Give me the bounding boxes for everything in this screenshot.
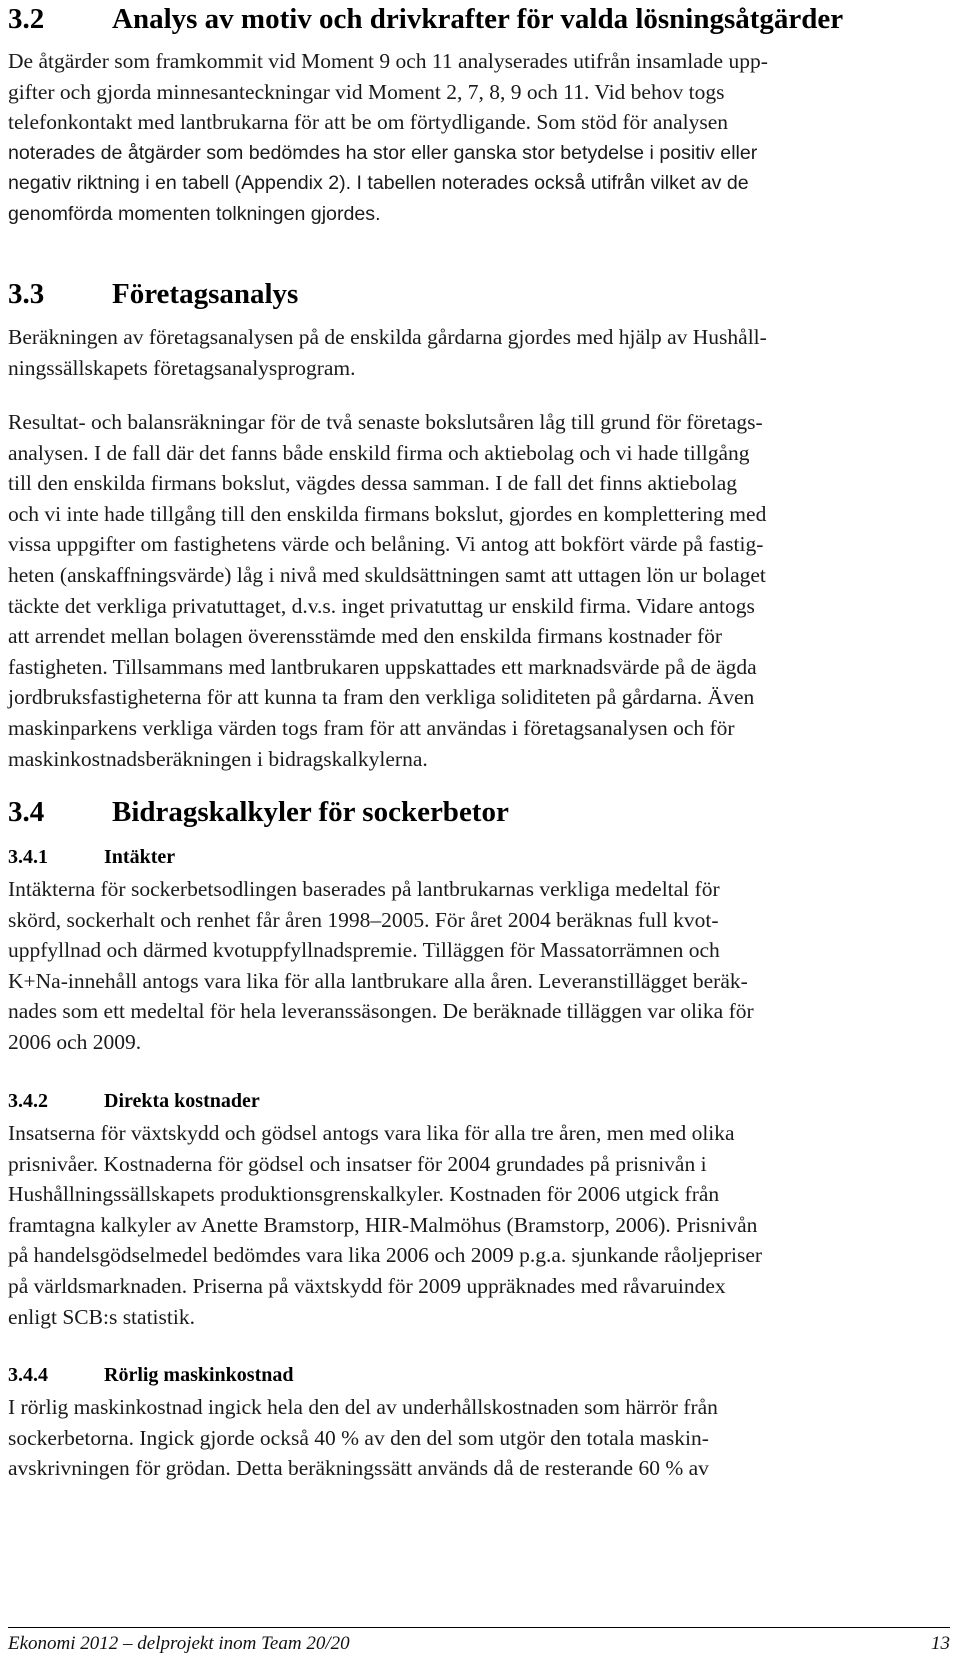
text-line: prisnivåer. Kostnaderna för gödsel och insatser för 2004 grundades på prisnivån i [8,1151,707,1176]
page-number: 13 [931,1633,950,1654]
text-line: till den enskilda firmans bokslut, vägdes dessa samman. I de fall det finns aktiebolag [8,471,738,496]
subsection-title: Intäkter [104,846,176,868]
paragraph-foretagsanalys-1 [8,322,948,383]
text-line: maskinparkens verkliga värden togs fram för att användas i företagsanalysen och för [8,715,735,740]
text-line: K+Na-innehåll antogs vara lika för alla lantbrukare alla åren. Leveranstillägget beräk- [8,968,748,993]
text-line: Hushållningssällskapets produktionsgrenskalkyler. Kostnaden för 2006 utgick från [8,1182,720,1207]
text-line: framtagna kalkyler av Anette Bramstorp, HIR-Malmöhus (Bramstorp, 2006). Prisnivån [8,1212,758,1237]
subsection-title: Rörlig maskinkostnad [104,1364,294,1386]
text-line: uppfyllnad och därmed kvotuppfyllnadspremie. Tilläggen för Massatorrämnen och [8,938,720,963]
text-line: sockerbetorna. Ingick gjorde också 40 % av den del som utgör den totala maskin- [8,1425,709,1450]
footer-divider [8,1627,950,1628]
text-line: noterades de åtgärder som bedömdes ha stor eller ganska stor betydelse i positiv eller [8,141,758,164]
paragraph-foretagsanalys-2 [8,407,948,774]
section-heading-3-2 [8,1,843,37]
text-line: vissa uppgifter om fastighetens värde och belåning. Vi antog att bokfört värde på fastig- [8,532,764,557]
text-line: Beräkningen av företagsanalysen på de enskilda gårdarna gjordes med hjälp av Hushåll- [8,325,767,349]
text-line: ningssällskapets företagsanalysprogram. [8,355,356,380]
subsection-title: Direkta kostnader [104,1090,260,1112]
subsection-number: 3.4.1 [8,846,48,868]
text-line: telefonkontakt med lantbrukarna för att be om förtydligande. Som stöd för analysen [8,110,729,135]
section-heading-3-4 [8,794,509,830]
section-heading-3-3 [8,276,298,312]
text-line: på världsmarknaden. Priserna på växtskydd för 2009 uppräknades med råvaruindex [8,1273,726,1298]
footer-text: Ekonomi 2012 – delprojekt inom Team 20/20 [8,1633,350,1654]
paragraph-direkta-kostnader [8,1118,948,1332]
text-line: genomförda momenten tolkningen gjordes. [8,202,381,225]
paragraph-rorlig-maskinkostnad [8,1392,948,1484]
text-line: fastigheten. Tillsammans med lantbrukaren uppskattades ett marknadsvärde på de ägda [8,654,757,679]
text-line: på handelsgödselmedel bedömdes vara lika 2006 och 2009 p.g.a. sjunkande råoljepriser [8,1243,763,1268]
section-title: Analys av motiv och drivkrafter för valda lösningsåtgärder [112,3,844,35]
paragraph-analys [8,46,948,230]
text-line: att arrendet mellan bolagen överensstämde med den enskilda firmans kostnader för [8,624,723,649]
subsection-number: 3.4.4 [8,1364,48,1386]
text-line: avskrivningen för grödan. Detta beräkningssätt används då de resterande 60 % av [8,1456,709,1481]
text-line: maskinkostnadsberäkningen i bidragskalkylerna. [8,746,428,771]
section-number: 3.3 [8,278,45,310]
text-line: negativ riktning i en tabell (Appendix 2). I tabellen noterades också utifrån vilket av de [8,172,749,195]
text-line: täckte det verkliga privatuttaget, d.v.s. inget privatuttag ur enskild firma. Vidare antogs [8,593,755,618]
text-line: I rörlig maskinkostnad ingick hela den del av underhållskostnaden som härrör från [8,1395,718,1419]
subsection-heading-3-4-4 [8,1362,294,1388]
paragraph-intakter [8,874,948,1058]
text-line: heten (anskaffningsvärde) låg i nivå med skuldsättningen samt att uttagen lön ur bolaget [8,562,766,587]
section-title: Bidragskalkyler för sockerbetor [112,796,509,828]
section-number: 3.4 [8,796,45,828]
text-line: Resultat- och balansräkningar för de två senaste bokslutsåren låg till grund för företags- [8,410,763,434]
subsection-heading-3-4-1 [8,844,175,870]
text-line: jordbruksfastigheterna för att kunna ta fram den verkliga soliditeten på gårdarna. Även [8,685,755,710]
section-number: 3.2 [8,3,45,35]
section-title: Företagsanalys [112,278,299,310]
text-line: skörd, sockerhalt och renhet får åren 1998–2005. För året 2004 beräknas full kvot- [8,907,719,932]
subsection-number: 3.4.2 [8,1090,48,1112]
text-line: och vi inte hade tillgång till den enskilda firmans bokslut, gjordes en komplettering med [8,501,767,526]
text-line: nades som ett medeltal för hela leveranssäsongen. De beräknade tilläggen var olika för [8,999,754,1024]
text-line: De åtgärder som framkommit vid Moment 9 och 11 analyserades utifrån insamlade upp- [8,49,768,73]
subsection-heading-3-4-2 [8,1088,260,1114]
text-line: analysen. I de fall där det fanns både enskild firma och aktiebolag och vi hade tillgång [8,440,750,465]
text-line: Insatserna för växtskydd och gödsel antogs vara lika för alla tre åren, men med olika [8,1121,735,1145]
text-line: 2006 och 2009. [8,1029,142,1054]
text-line: gifter och gjorda minnesanteckningar vid Moment 2, 7, 8, 9 och 11. Vid behov togs [8,79,725,104]
text-line: enligt SCB:s statistik. [8,1304,195,1329]
text-line: Intäkterna för sockerbetsodlingen baserades på lantbrukarnas verkliga medeltal för [8,877,720,901]
